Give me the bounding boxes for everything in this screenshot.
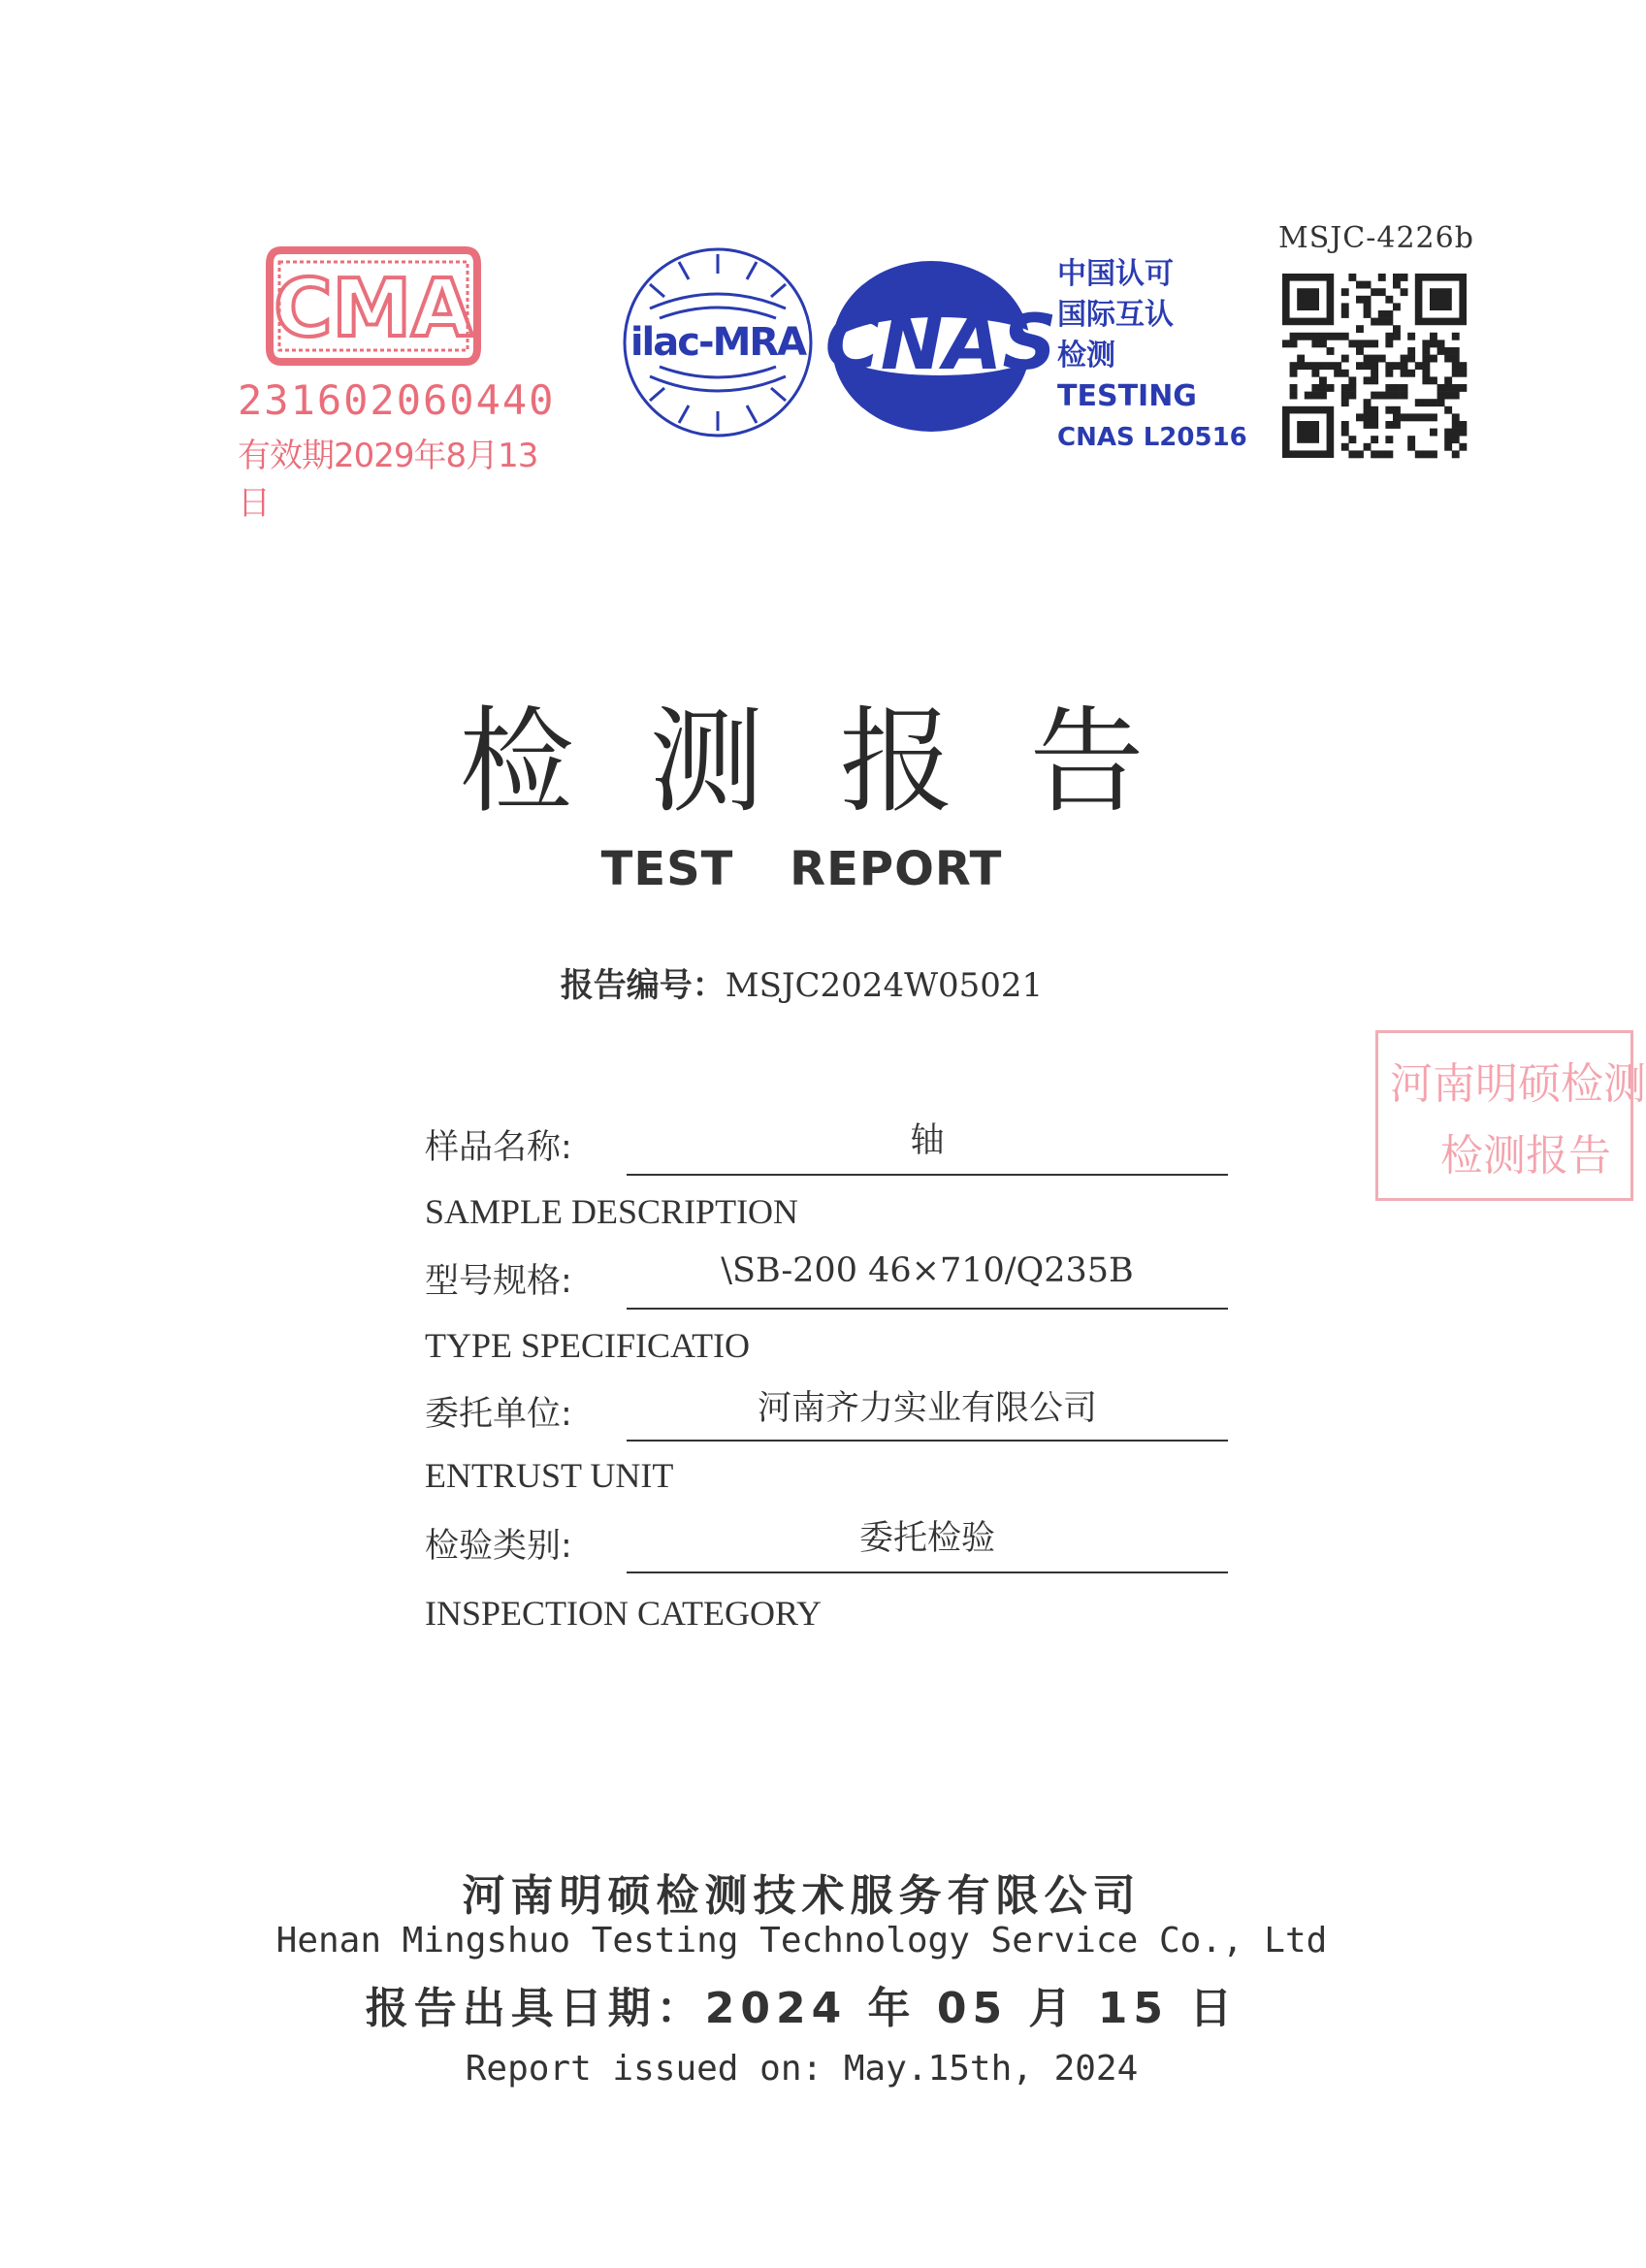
- document-code: MSJC-4226b: [1278, 221, 1474, 255]
- inspection-category-value: 委托检验: [858, 1519, 995, 1558]
- inspection-category-label-en: INSPECTION CATEGORY: [425, 1594, 823, 1633]
- cnas-icon: [824, 254, 1057, 438]
- cnas-logo: [824, 254, 1057, 442]
- cnas-reg-number: CNAS L20516: [1057, 423, 1247, 452]
- title-english: TEST REPORT: [600, 842, 1003, 896]
- sample-name-underline: [627, 1174, 1228, 1176]
- ilac-logo-text: ilac-MRA: [629, 320, 806, 365]
- sample-name-label-en: SAMPLE DESCRIPTION: [425, 1192, 799, 1231]
- inspection-category-underline: [627, 1571, 1228, 1573]
- cma-number: 231602060440: [238, 376, 556, 424]
- type-spec-value: \SB-200 46×710/Q235B: [721, 1251, 1134, 1290]
- ilac-mra-logo: [621, 241, 815, 448]
- cnas-cn-line1: 中国认可: [1057, 257, 1174, 291]
- company-name-en: Henan Mingshuo Testing Technology Service Co., Ltd: [275, 1921, 1328, 1960]
- entrust-unit-value: 河南齐力实业有限公司: [757, 1389, 1097, 1428]
- type-spec-underline: [627, 1308, 1228, 1310]
- sample-name-value: 轴: [910, 1121, 945, 1160]
- cma-logo-icon: [262, 241, 485, 372]
- type-spec-label-en: TYPE SPECIFICATIO: [425, 1326, 751, 1365]
- entrust-unit-label-en: ENTRUST UNIT: [425, 1456, 674, 1495]
- entrust-unit-underline: [627, 1440, 1228, 1442]
- cma-stamp: [233, 241, 556, 523]
- issue-date-cn: 报告出具日期：2024 年 05 月 15 日: [365, 1984, 1239, 2033]
- report-number-label: 报告编号：: [560, 966, 726, 1005]
- seal-line1: 河南明硕检测: [1390, 1059, 1646, 1109]
- company-seal: [1375, 1030, 1646, 1201]
- report-number: [0, 958, 1603, 1006]
- seal-line2: 检测报告: [1440, 1131, 1611, 1181]
- ilac-mra-icon: [621, 241, 815, 444]
- issue-date-en: Report issued on: May.15th, 2024: [465, 2049, 1139, 2089]
- title-chinese: 检测报告: [459, 695, 1220, 828]
- cnas-logo-text: CNAS: [824, 300, 1057, 387]
- cnas-en-line: TESTING: [1057, 379, 1197, 413]
- cnas-cn-line2: 国际互认: [1057, 298, 1174, 332]
- cnas-cn-line3: 检测: [1057, 339, 1115, 373]
- entrust-unit-label: 委托单位:: [425, 1395, 572, 1434]
- cma-validity: 有效期2029年8月13日: [238, 437, 538, 523]
- company-name-cn: 河南明硕检测技术服务有限公司: [462, 1871, 1142, 1921]
- qr-code-icon: [1282, 274, 1467, 462]
- type-spec-label: 型号规格:: [425, 1262, 572, 1301]
- cma-logo-text: CMA: [274, 263, 473, 355]
- sample-name-label: 样品名称:: [425, 1128, 572, 1167]
- report-number-value: MSJC2024W05021: [725, 966, 1044, 1005]
- inspection-category-label: 检验类别:: [425, 1527, 572, 1566]
- cnas-text-block: [1057, 254, 1247, 458]
